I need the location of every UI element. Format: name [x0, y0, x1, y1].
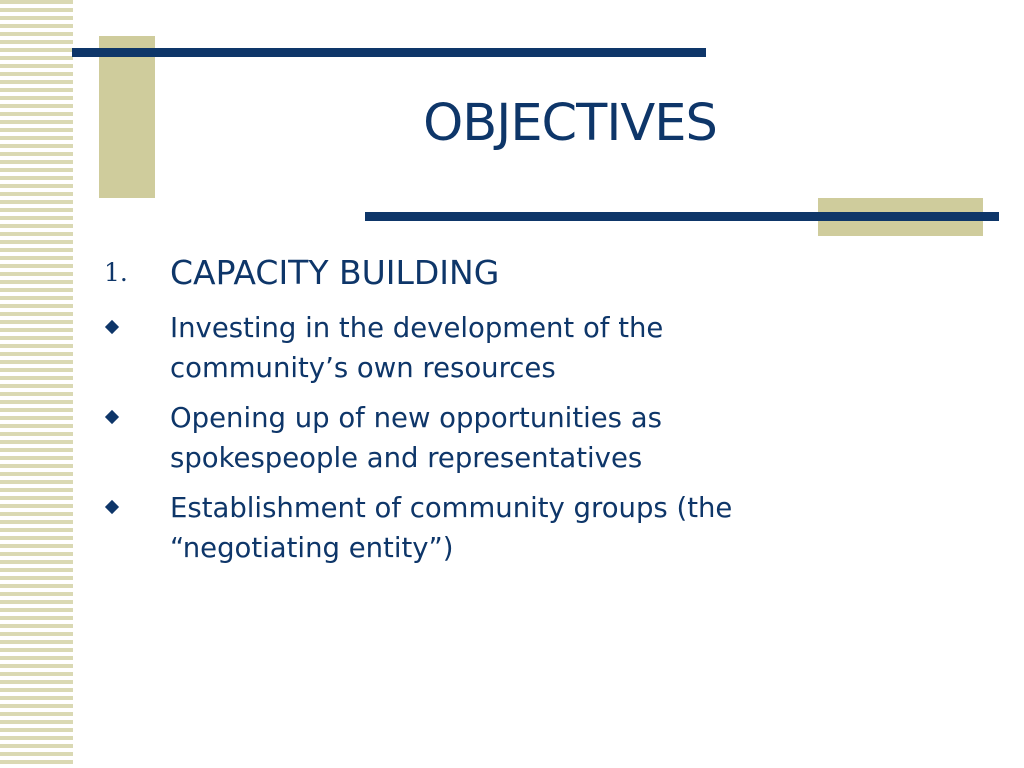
navy-rule-top [72, 48, 706, 57]
list-number: 1. [104, 258, 128, 287]
navy-rule-bottom [365, 212, 999, 221]
bullet-line: Establishment of community groups (the [170, 492, 733, 524]
tan-accent-block-top [99, 36, 155, 198]
section-heading: CAPACITY BUILDING [170, 253, 500, 292]
bullet-line: Investing in the development of the [170, 312, 664, 344]
diamond-bullet-icon [105, 410, 119, 424]
bullet-item [170, 488, 890, 568]
bullet-line: community’s own resources [170, 352, 556, 384]
bullet-line: “negotiating entity”) [170, 532, 454, 564]
striped-side-bar [0, 0, 73, 768]
bullet-line: Opening up of new opportunities as [170, 402, 662, 434]
slide-title: OBJECTIVES [423, 94, 717, 153]
diamond-bullet-icon [105, 500, 119, 514]
bullet-line: spokespeople and representatives [170, 442, 643, 474]
bullet-item [170, 308, 890, 388]
bullet-item [170, 398, 890, 478]
diamond-bullet-icon [105, 320, 119, 334]
